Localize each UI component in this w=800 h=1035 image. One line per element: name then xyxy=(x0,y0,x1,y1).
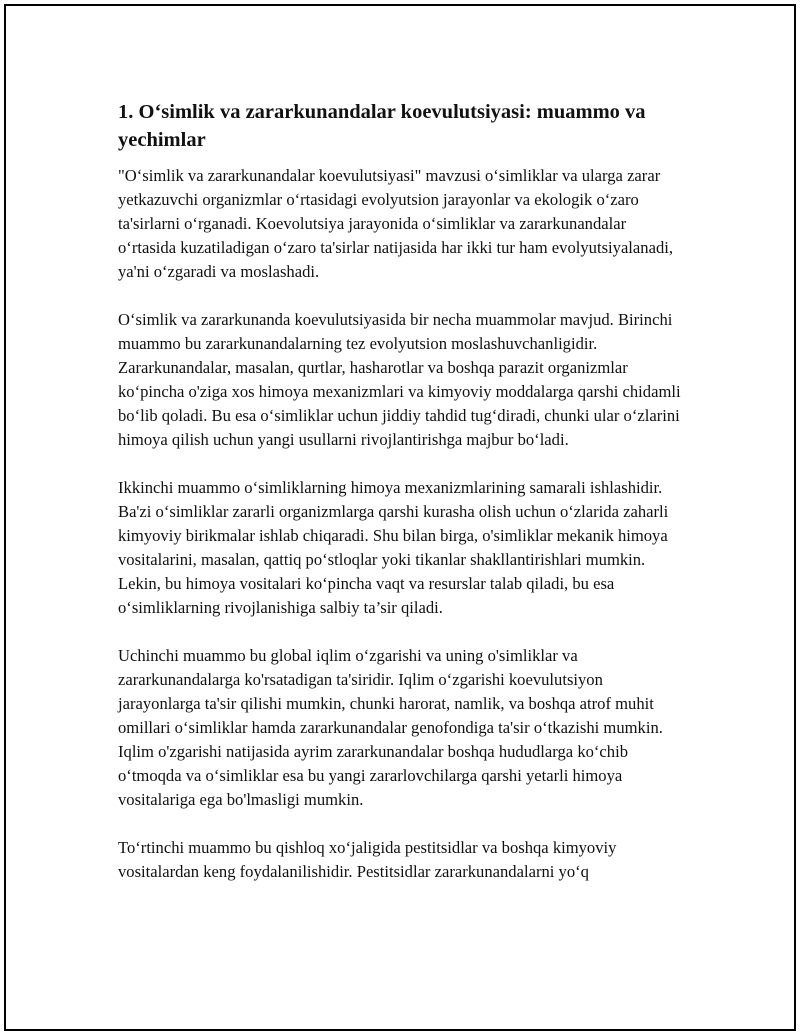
paragraph-first-problem: O‘simlik va zararkunanda koevulutsiyasida bir necha muammolar mavjud. Birinchi muammo bu zararkunandalarning tez evolyutsion moslashuvchanligidir. Zararkunandalar, masalan, qurtlar, hasharotlar va boshqa parazit organizmlar ko‘pincha o'ziga xos himoya mexanizmlari va kimyoviy moddalarga qarshi chidamli bo‘lib qoladi. Bu esa o‘simliklar uchun jiddiy tahdid tug‘diradi, chunki ular o‘zlarini himoya qilish uchun yangi usullarni rivojlantirishga majbur bo‘ladi. xyxy=(118,310,681,449)
paragraph-third-problem: Uchinchi muammo bu global iqlim o‘zgarishi va uning o'simliklar va zararkunandalarga ko'rsatadigan ta'siridir. Iqlim o‘zgarishi koevulutsiyon jarayonlarga ta'sir qilishi mumkin, chunki harorat, namlik, va boshqa atrof muhit omillari o‘simliklar hamda zararkunandalar genofondiga ta'sir o‘tkazishi mumkin. Iqlim o'zgarishi natijasida ayrim zararkunandalar boshqa hududlarga ko‘chib o‘tmoqda va o‘simliklar esa bu yangi zararlovchilarga qarshi yetarli himoya vositalariga ega bo'lmasligi mumkin. xyxy=(118,646,663,809)
paragraph-second-problem: Ikkinchi muammo o‘simliklarning himoya mexanizmlarining samarali ishlashidir. Ba'zi o‘simliklar zararli organizmlarga qarshi kurasha olish uchun o‘zlarida zaharli kimyoviy birikmalar ishlab chiqaradi. Shu bilan birga, o'simliklar mekanik himoya vositalarini, masalan, qattiq po‘stloqlar yoki tikanlar shakllantirishlari mumkin. Lekin, bu himoya vositalari ko‘pincha vaqt va resurslar talab qiladi, bu esa o‘simliklarning rivojlanishiga salbiy ta’sir qiladi. xyxy=(118,478,669,617)
document-page xyxy=(4,4,796,1031)
paragraph-fourth-problem: To‘rtinchi muammo bu qishloq xo‘jaligida pestitsidlar va boshqa kimyoviy vositalardan keng foydalanilishidir. Pestitsidlar zararkunandalarni yo‘q xyxy=(118,838,617,881)
section-heading: 1. O‘simlik va zararkunandalar koevulutsiyasi: muammo va yechimlar xyxy=(118,101,646,151)
document-content xyxy=(118,98,686,908)
paragraph-intro: "O‘simlik va zararkunandalar koevulutsiyasi" mavzusi o‘simliklar va ularga zarar yetkazuvchi organizmlar o‘rtasidagi evolyutsion jarayonlar va ekologik o‘zaro ta'sirlarni o‘rganadi. Koevolutsiya jarayonida o‘simliklar va zararkunandalar o‘rtasida kuzatiladigan o‘zaro ta'sirlar natijasida har ikki tur ham evolyutsiyalanadi, ya'ni o‘zgaradi va moslashadi. xyxy=(118,166,673,281)
